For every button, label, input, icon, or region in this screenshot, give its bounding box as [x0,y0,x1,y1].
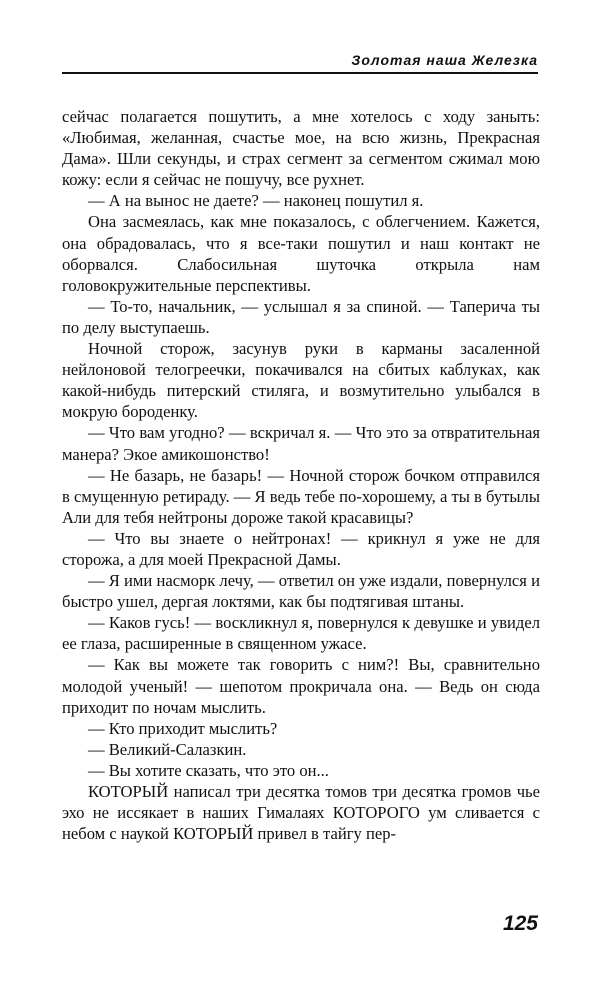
paragraph: — Вы хотите сказать, что это он... [88,760,329,780]
paragraph: сейчас полагается пошутить, а мне хотелось с ходу заныть: «Любимая, желанная, счастье мое, на всю жизнь, Прекрасная Дама». Шли секунды, и страх сегмент за сегментом сжимал мою кожу: если я сейчас не пошучу, все рухнет. [62,107,540,190]
body-text [62,106,540,844]
paragraph: — Что вы знаете о нейтронах! — крикнул я уже не для сторожа, а для моей Прекрасной Дамы. [62,528,540,569]
header-rule [62,72,538,74]
paragraph: — То-то, начальник, — услышал я за спиной. — Таперича ты по делу выступаешь. [62,296,540,337]
paragraph: — А на вынос не даете? — наконец пошутил я. [88,191,424,211]
page-number: 125 [502,912,538,935]
running-head: Золотая наша Железка [351,52,538,68]
paragraph: — Каков гусь! — воскликнул я, повернулся к девушке и увидел ее глаза, расширенные в священном ужасе. [62,613,540,654]
paragraph: — Не базарь, не базарь! — Ночной сторож бочком отправился в смущенную ретираду. — Я ведь тебе по-хорошему, а ты в бутылы Али для тебя нейтроны дороже такой красавицы? [62,465,540,527]
paragraph: — Что вам угодно? — вскричал я. — Что это за отвратительная манера? Экое амикошонство! [62,423,540,464]
paragraph: Ночной сторож, засунув руки в карманы засаленной нейлоновой телогреечки, покачивался на сбитых каблуках, как какой-нибудь питерский стиляга, и возмутительно улыбался в мокрую бороденку. [62,339,540,422]
paragraph: Она засмеялась, как мне показалось, с облегчением. Кажется, она обрадовалась, что я все-таки пошутил и наш контакт не оборвался. Слабосильная шуточка открыла нам головокружительные перспективы. [62,212,540,295]
paragraph: КОТОРЫЙ написал три десятка томов три десятка громов чье эхо не иссякает в наших Гималаях КОТОРОГО ум сливается с небом с наукой КОТОРЫЙ привел в тайгу пер- [62,782,540,844]
paragraph: — Великий-Салазкин. [88,739,247,759]
paragraph: — Кто приходит мыслить? [88,718,278,738]
paragraph: — Как вы можете так говорить с ним?! Вы, сравнительно молодой ученый! — шепотом прокричала она. — Ведь он сюда приходит по ночам мыслить. [62,655,540,717]
paragraph: — Я ими насморк лечу, — ответил он уже издали, повернулся и быстро ушел, дергая локтями, как бы подтягивая штаны. [62,571,540,612]
